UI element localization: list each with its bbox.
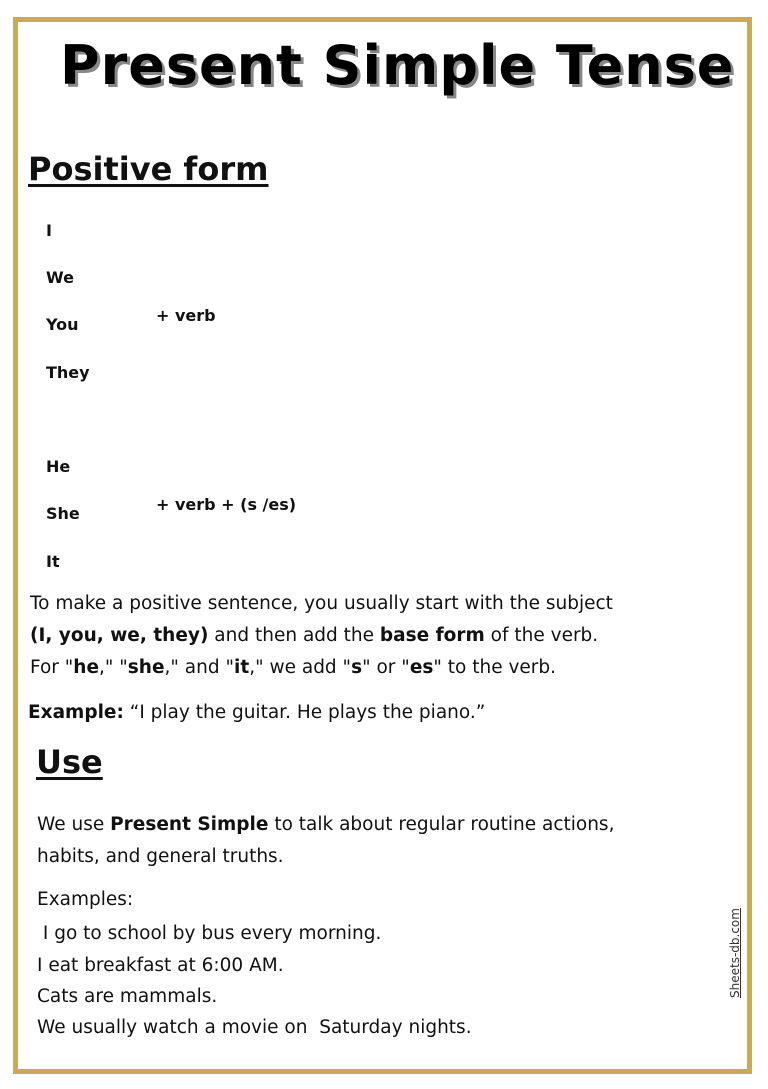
subject-they: They bbox=[46, 363, 90, 382]
text: " or " bbox=[362, 657, 410, 678]
subject-he: He bbox=[46, 457, 71, 476]
pronouns: (I, you, we, they) bbox=[30, 625, 209, 646]
example-item: I eat breakfast at 6:00 AM. bbox=[37, 955, 284, 976]
example-label: Example: bbox=[28, 702, 124, 723]
it: it bbox=[234, 657, 250, 678]
use-line-1 bbox=[37, 816, 614, 835]
text: To make a positive sentence, you usually start with the subject bbox=[30, 593, 613, 614]
subject-you: You bbox=[46, 315, 79, 334]
explanation-line-1 bbox=[30, 595, 613, 614]
examples-label: Examples: bbox=[37, 889, 134, 910]
rule-singular: + verb + (s /es) bbox=[156, 495, 297, 514]
base-form: base form bbox=[379, 625, 485, 646]
example-text: “I play the guitar. He plays the piano.” bbox=[123, 702, 486, 723]
explanation-line-2 bbox=[30, 627, 598, 646]
text: and then add the bbox=[208, 625, 380, 646]
example-line bbox=[28, 704, 485, 723]
she: she bbox=[127, 657, 165, 678]
text: ," " bbox=[99, 657, 128, 678]
text: For " bbox=[30, 657, 74, 678]
rule-plural: + verb bbox=[156, 306, 216, 325]
text: " to the verb. bbox=[433, 657, 557, 678]
subject-we: We bbox=[46, 268, 74, 287]
use-line-2: habits, and general truths. bbox=[37, 846, 284, 867]
subject-she: She bbox=[46, 504, 80, 523]
s: s bbox=[351, 657, 363, 678]
watermark: Sheets-db.com bbox=[728, 908, 742, 998]
text: We use bbox=[37, 814, 111, 835]
text: to talk about regular routine actions, bbox=[268, 814, 615, 835]
subject-i: I bbox=[46, 221, 52, 240]
positive-form-heading: Positive form bbox=[28, 150, 269, 188]
example-item: I go to school by bus every morning. bbox=[37, 923, 382, 944]
text: of the verb. bbox=[484, 625, 599, 646]
explanation-line-3 bbox=[30, 659, 556, 678]
example-item: We usually watch a movie on Saturday nights. bbox=[37, 1017, 472, 1038]
page-title: Present Simple Tense bbox=[60, 34, 735, 97]
he: he bbox=[73, 657, 100, 678]
es: es bbox=[409, 657, 434, 678]
text: ," and " bbox=[164, 657, 234, 678]
example-item: Cats are mammals. bbox=[37, 986, 218, 1007]
text: ," we add " bbox=[249, 657, 352, 678]
present-simple: Present Simple bbox=[110, 814, 269, 835]
use-heading: Use bbox=[36, 743, 103, 781]
subject-it: It bbox=[46, 552, 60, 571]
